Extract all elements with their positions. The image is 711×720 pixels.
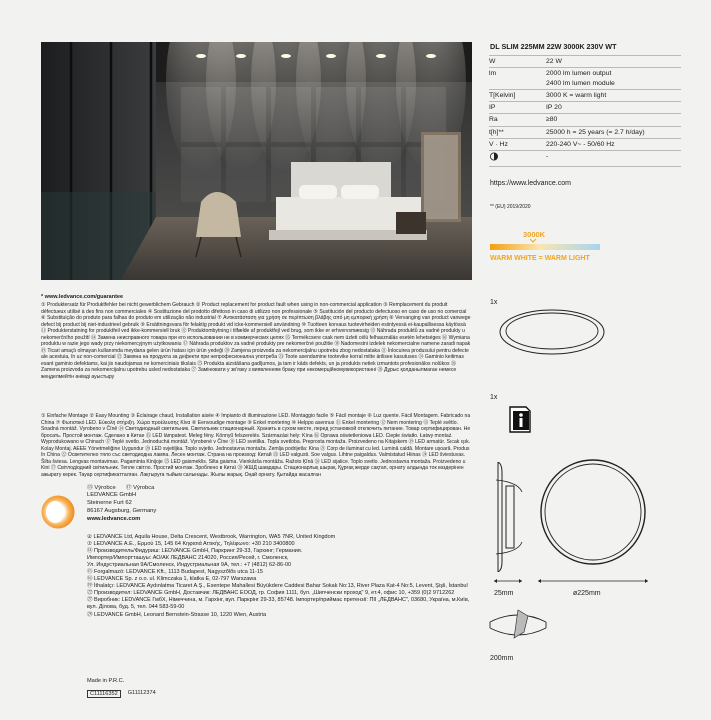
- dimmable-icon: [489, 151, 546, 165]
- side-profile-drawing: [488, 462, 528, 577]
- manufacturer-label: ⑰ Výrobca: [125, 485, 155, 491]
- guarantee-legal-text: ① Produktersatz für Produktfehler bei nicht gewerblichem Gebrauch ② Product replacement for product fault when using in non-commercial application ③ Remplacement du produit défectueux utilisé à des fins non commerciales ④ Sostituzione del prodotto difettoso in caso di utilizzo non professionale ⑤ Sustitución del producto defectuoso en caso de uso no comercial ⑥ Substituição do produto para falhas do produto em utilização não industrial ⑦ Αντικατάσταση για χρήση σε περίπτωση βλάβης από μη εμπορική χρήση ⑧ Vervanging van product vanwege defect bij product bij niet-industrieel gebruik ⑨ Ersättningsvara för felaktig produkt vid icke-kommersiell användning ⑩ Tuotteen korvaus tuotevirheiden esiintyessä ei-kaupallisessa käytössä ⑪ Produkterstatning for produktfeil ved ikke-kommersiell bruk ⑫ Produktombytning i tilfælde af produktfejl ved brug, som ikke er erhvervsmæssig ⑬ Náhrada produktů za vadné produkty u nekomerčního použití ⑭ Замена неисправного товара при его использовании не в коммерческих целях ⑮ Termékcsere csak nem üzleti célú felhasználás esetén lehetséges ⑯ Wymiana produktu w razie jego wady przy niekomercyjnym użytkowaniu ⑰ Náhrada produktov za vadné produkty pre nekomerčné použitie ⑱ Nadomestni izdelek nekomercialne namene zaradi napak ⑲ Ticari amaçlı olmayan kullanımda meydana gelen ürün hatası için ürün yedeği ⑳ Zamjena proizvoda za nekomercijalnu upotrebu zbog nedostataka ㉑ Înlocuirea produsului pentru defecte ale acestuia, în uz non-comercial ㉒ Замяна на продукта за дефекти при непрофесионална употреба ㉓ Toote asendamine tootevike korral mitte äriliseе kasutuses ㉔ Gaminio keitimas esant gaminio defektams, kai jis naudojamas ne komerciniais tikslais ㉕ Produkta aizstāšana gadījumos, ja tam ir kāds defekts, un ja produkts netiek izmantots profesionālos nolūkos ㉖ Zamena proizvoda za nekomercijalnu upotrebu usled nedostataka ㉗ Замінювати у зв'язку з виявленням браку при некомерційномувикористанні ㉘ Дұрыс қолданылмаған немесе жеңделмейтін өнімді ауыстыру: [41, 302, 471, 381]
- spec-key: Ra: [489, 116, 498, 124]
- product-title: DL SLIM 225MM 22W 3000K 230V WT: [490, 42, 617, 51]
- spec-key: W: [489, 58, 496, 65]
- spec-row-lifetime: [489, 126, 681, 138]
- manufacturer-address: [87, 491, 156, 523]
- spec-value: 25000 h = 25 years (= 2.7 h/day): [546, 128, 645, 136]
- spec-row-watt: [489, 55, 681, 67]
- guarantee-link[interactable]: * www.ledvance.com/guarantee: [41, 294, 124, 300]
- spec-value: IP 20: [546, 104, 562, 112]
- spec-row-dimmable: [489, 150, 681, 166]
- spec-value: 220-240 V~ - 50/60 Hz: [546, 141, 615, 149]
- spec-row-voltage: [489, 138, 681, 150]
- front-view-drawing: [538, 457, 648, 572]
- contact-line: ⑲ İthalatçı: LEDVANCE Aydınlatma Ticaret A.Ş., Esentepe Mahallesi Büyükdere Caddesi Bahar Sokak No:13, River Plaza Kat-4 No:5, Levent, Şişli, İstanbul: [87, 583, 468, 590]
- warm-white-note: WARM WHITE = WARM LIGHT: [490, 255, 590, 262]
- spec-key: t[h]**: [489, 128, 504, 136]
- spec-value: 3000 K = warm light: [546, 91, 607, 99]
- dimension-height: 25mm: [494, 590, 514, 597]
- light-ring-icon: [497, 307, 607, 362]
- spec-value: ≥80: [546, 116, 558, 124]
- dimension-diameter: ø225mm: [573, 590, 601, 597]
- product-code: G11112374: [127, 690, 156, 696]
- spec-value: 2000 lm lumen output: [546, 70, 612, 78]
- quantity-luminaire: 1x: [490, 299, 498, 306]
- spec-row-ra: [489, 113, 681, 125]
- spec-key: lm: [489, 70, 497, 78]
- contact-line: ⑦ LEDVANCE A.E., Ερμού 15, 145 64 Κηφισιά Αττικής, Τηλέφωνο: +30 210 3400800: [87, 541, 295, 548]
- manufacturer-labels: [87, 482, 154, 491]
- dimension-lines: [494, 574, 650, 593]
- spec-row-lumen: [489, 67, 681, 89]
- spec-key: IP: [489, 104, 496, 112]
- spec-key: T[Kelvin]: [489, 91, 516, 99]
- manufacturer-street: Steinerne Furt 62: [87, 500, 132, 506]
- contact-line: ⑭ Производитель/Фидуриш: LEDVANCE GmbH, Паркринг 29-33, Гархинг; Германия.: [87, 548, 303, 555]
- contact-line: ㉗ Виробник: LEDVANCE ГмбХ, Німеччина, м. Гархінг, вул. Паркрінг 29-33, 85748. Імпортер/приймає претензії: ПІІ „ЛЕДВАНС", 03680, Україна, м.Київ, вул. Діловa, буд. 5, тел. 044 583-59-00: [87, 597, 470, 611]
- contact-line: ㉘ LEDVANCE GmbH, Leonard Bernstein-Strasse 10, 1220 Wien, Austria: [87, 611, 267, 618]
- contact-line: ② LEDVANCE Ltd, Aquila House, Delta Crescent, Westbrook, Warrington, WA5 7NR, United Kingdom: [87, 534, 336, 540]
- spec-row-kelvin: [489, 89, 681, 101]
- dimension-cutout: 200mm: [490, 655, 514, 662]
- product-code: C11116352: [87, 690, 121, 698]
- spec-value: 22 W: [546, 58, 562, 65]
- contact-line: Импортер/Импортташуы: АО/АК ЛЕДВАНС 214020, Россия/Ресей, г. Смоленск,: [87, 555, 289, 562]
- spec-value: 2400 lm lumen module: [546, 79, 615, 87]
- eu-regulation-note: ** (EU) 2019/2020: [490, 204, 531, 210]
- product-description-text: ① Einfache Montage ② Easy Mounting ③ Éclairage chaud, Installation aisée ④ Impianto di illuminazione LED. Montaggio facile ⑤ Fácil montaje ⑥ Luz quente. Fácil Montagem. Fabricado na China ⑦ Φωτιστικό LED. Εύκολη στήριξη. Χώρα προέλευσης Κίνα ⑧ Eenvoudige montage ⑨ Enkel montering ⑩ Helppo asennus ⑪ Enkel montering ⑫ Nem montering ⑬ Teplé světlo. Snadná montáž. Vyrobeno v Číně ⑭ Светодиодный светильник. Светильник стационарный. Хранить в сухом месте, перед установкой отключить питание. Товар сертифицирован. Не бросать. Простой монтаж. Сделано в Китае ⑮ LED lámpatest. Meleg fény. Könnyű felszerelés. Származási hely: Kína ⑯ Oprawa oświetleniowa LED. Ciepłe światło. Łatwy montaż. Wyprodukowano w Chinach ⑰ Teplé svetlo. Jednoduchá montáž. Vyrobené v Číne ⑱ LED svetilka. Topla svetloba. Preprosta montaža. Proizvedeno na Kitajskem ⑲ LED armatür. Sıcak ışık. Kolay Montaj. AEEE Yönetmeliğine Uygundur ⑳ LED svjetiljka. Toplo svjetlo. Jednostavna montaža. Zemlja podrijetla: Kina ㉑ Corp de iluminat cu led. Lumină caldă. Montare ușoară. Produs în China ㉒ Осветително тяло със светодиодна лампа. Лесен монтаж. Страна на произход: Китай ㉓ LED valgusti. Soe valgus. Lihtne paigaldus. Valmistatud Hiinas ㉔ LED šviestuvas. Šilta šviesa. Lengvas montavimas. Pagaminta Kinijoje ㉕ LED gaismeklis. Silta gaisma. Vienkārša montāža. Ražots Ķīnā ㉖ LED sijalice. Toplo svetlo. Jednostavna montaža. Proizvedeno u Kini ㉗ Світлодіодний світильник. Тепле світло. Простий монтаж. Зроблено в Китаї ㉘ ЖШД шамдары. Стационарлық шырақ. Құрғақ жерде сақтап, орнату алдында ток көздерінен ажырату керек. Тауар сертификатталған. Лақтыруға тыйым салынады. Жылы жарық. Оңай орнату. Қытайда жасалған: [41, 413, 471, 478]
- contact-line: ⑮ Forgalmazó: LEDVANCE Kft., 1113 Budapest, Nagyszőlős utca 11-15: [87, 569, 263, 576]
- product-room-photo: [41, 42, 472, 280]
- cct-label: 3000K: [523, 230, 546, 239]
- contact-line: Ул. Индустриальная 9А/Смоленск, Индустриальная 9А, тел.: +7 (4812) 62-86-00: [87, 562, 292, 569]
- cutout-drawing: [488, 606, 548, 651]
- made-in: Made in P.R.C.: [87, 678, 125, 684]
- quantity-manual: 1x: [490, 394, 498, 401]
- ledvance-logo: [41, 495, 75, 534]
- contact-line: ⑯ LEDVANCE Sp. z o.o. ul. Klimczaka 1, klatka E, 02-797 Warszawa: [87, 576, 257, 583]
- manufacturer-name: LEDVANCE GmbH: [87, 492, 137, 498]
- instruction-book-icon: [508, 404, 534, 439]
- manufacturer-web[interactable]: www.ledvance.com: [87, 516, 141, 522]
- spec-table: [489, 55, 681, 167]
- regional-contacts: [87, 534, 472, 619]
- website-link[interactable]: https://www.ledvance.com: [490, 180, 571, 187]
- spec-row-ip: [489, 101, 681, 113]
- contact-line: ㉒ Производител: LEDVANCE GmbH, Доставчик: ЛЕДВАНС ЕООД, гр. София 1111, бул. „Шипченски проход" 9, ет.4, офис 10, +359 (0)2 9712262: [87, 590, 455, 597]
- manufacturer-label: ⑬ Výrobce: [87, 485, 116, 491]
- spec-key: V · Hz: [489, 141, 508, 149]
- manufacturer-city: 86167 Augsburg, Germany: [87, 508, 157, 514]
- product-codes: [87, 690, 156, 698]
- spec-value: -: [546, 153, 549, 161]
